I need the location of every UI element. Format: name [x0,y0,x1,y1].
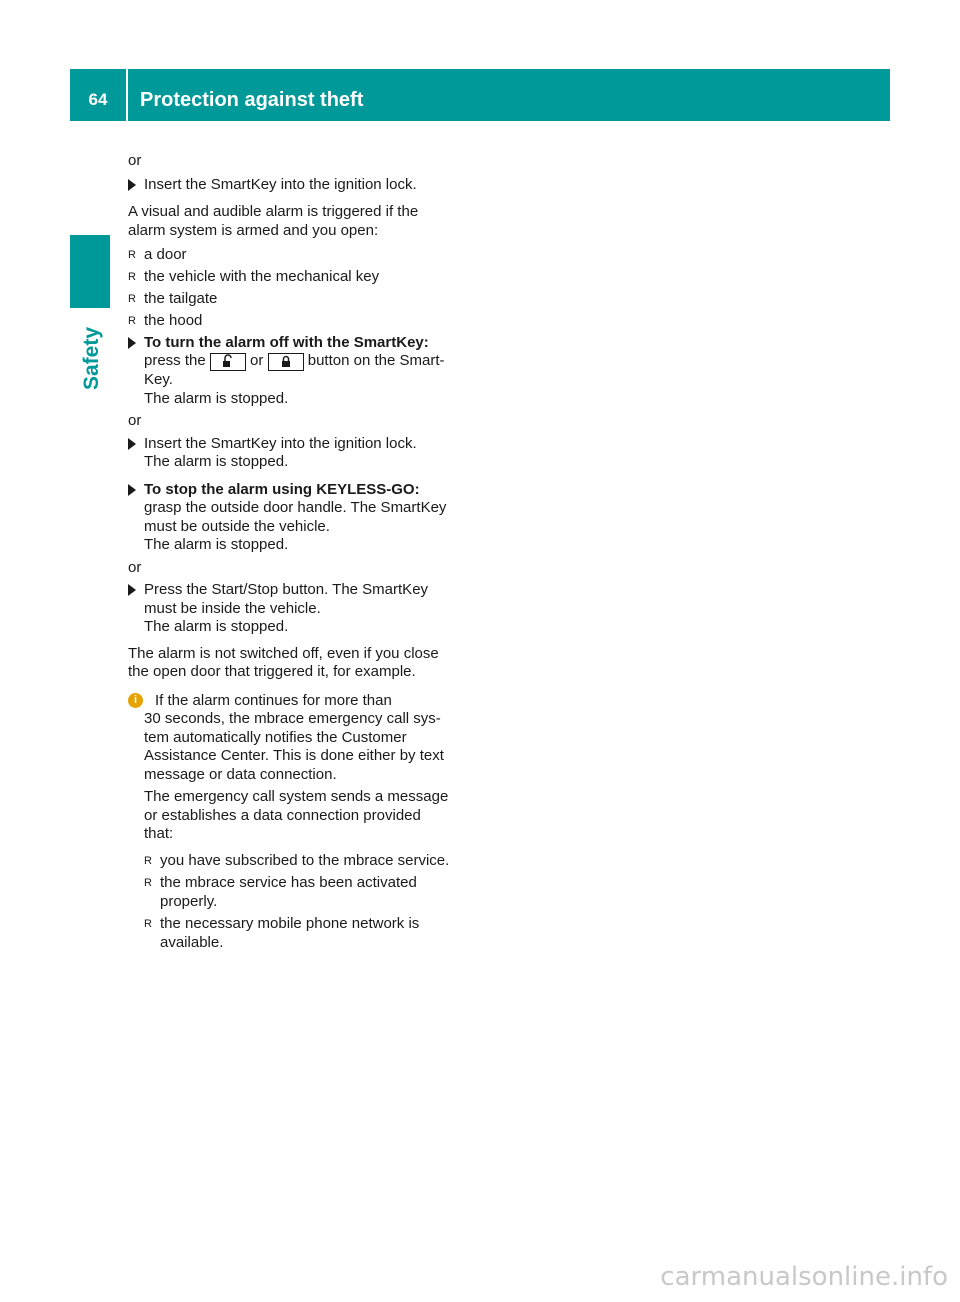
bullet-icon: R [128,271,136,283]
side-tab-label: Safety [80,326,103,390]
page-content [128,152,464,952]
paragraph: A visual and audible alarm is triggered if the [128,203,419,220]
bullet-icon: R [144,877,152,889]
instruction-step: To stop the alarm using KEYLESS-GO: grasp the outside door handle. The SmartKey must be outside the vehicle. The alarm is stopped. [128,481,464,555]
instruction-step: Press the Start/Stop button. The SmartKey must be inside the vehicle. The alarm is stopped. [128,581,464,637]
step-arrow-icon [128,584,136,596]
or-text: or [128,412,142,429]
section-title: Protection against theft [140,89,364,111]
paragraph: The alarm is not switched off, even if you close [128,644,439,662]
list-item: R a door [128,246,187,263]
bullet-icon: R [128,315,136,327]
step-text: press the or button on the Smart- [144,352,445,369]
result-text: The alarm is stopped. [144,536,289,553]
header-divider [126,69,128,121]
page-number: 64 [88,90,108,109]
result-text: The alarm is stopped. [144,389,289,407]
side-tab-block [70,235,110,308]
watermark: carmanualsonline.info [660,1262,948,1292]
step-arrow-icon [128,337,136,349]
list-item: R the mbrace service has been activated properly. [144,874,417,910]
list-item: R the tailgate [128,290,218,307]
step-text: Key. [144,371,173,388]
bullet-icon: R [144,918,152,930]
list-item: R you have subscribed to the mbrace service. [144,851,450,869]
bullet-list [128,246,464,331]
or-text: or [128,152,142,169]
step-arrow-icon [128,484,136,496]
result-text: The alarm is stopped. [144,618,289,635]
step-heading: To turn the alarm off with the SmartKey: [144,333,429,351]
bullet-icon: R [144,854,152,867]
bullet-icon: R [128,249,136,261]
info-note: i If the alarm continues for more than 30 seconds, the mbrace emergency call sys- tem automatically notifies the Customer Assistance Center. This is done either by text message or data connection. The emergency call system sends a message or establishes a data connection provided that: R you have subscribed to the mbrace service. R the mbrace service has been activated properly. R the necessary mobile phone network is available. [128,692,464,953]
list-item: R the necessary mobile phone network is available. [144,915,420,951]
unlock-button-icon [210,353,246,371]
lock-button-icon [268,353,304,371]
instruction-step: Insert the SmartKey into the ignition lock. [128,176,464,195]
paragraph: alarm system is armed and you open: [128,221,379,239]
bullet-icon: R [128,293,136,305]
info-icon: i [128,693,143,708]
list-item: R the vehicle with the mechanical key [128,268,380,285]
paragraph: the open door that triggered it, for example. [128,663,416,680]
step-arrow-icon [128,179,136,191]
step-heading: To stop the alarm using KEYLESS-GO: [144,480,420,498]
instruction-step: Insert the SmartKey into the ignition lock. The alarm is stopped. [128,435,464,472]
result-text: The alarm is stopped. [144,453,289,470]
list-item: R the hood [128,312,203,329]
instruction-step [128,334,464,409]
or-text: or [128,558,142,576]
page-header [70,69,890,121]
step-arrow-icon [128,438,136,450]
